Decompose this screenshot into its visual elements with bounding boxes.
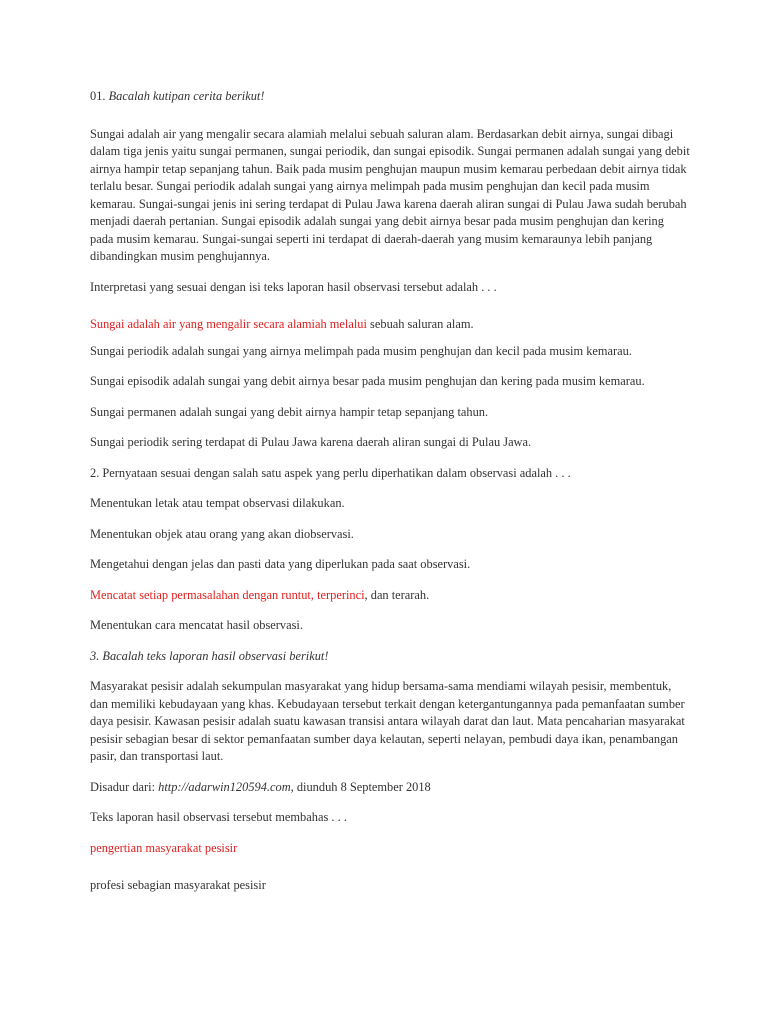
q3-instruction: Bacalah teks laporan hasil observasi berikut! <box>102 648 329 663</box>
q3-source <box>90 779 690 797</box>
q3-option-b: profesi sebagian masyarakat pesisir <box>90 878 266 892</box>
q2-option-b: Menentukan objek atau orang yang akan diobservasi. <box>90 526 354 541</box>
q1-passage: Sungai adalah air yang mengalir secara alamiah melalui sebuah saluran alam. Berdasarkan debit airnya, sungai dibagi dalam tiga jenis yaitu sungai permanen, sungai periodik, dan sungai episodik. Sungai permanen adalah sungai yang debit airnya hampir tetap sepanjang tahun. Baik pada musim penghujan maupun musim kemarau perbedaan debit airnya tidak terlalu besar. Sungai periodik adalah sungai yang airnya melimpah pada musim penghujan dan kecil pada musim kemarau. Sungai-sungai jenis ini sering terdapat di Pulau Jawa karena daerah aliran sungai di Pulau Jawa sudah berubah menjadi daerah pertanian. Sungai episodik adalah sungai yang debit airnya besar pada musim penghujan dan kering pada musim kemarau. Sungai-sungai seperti ini terdapat di daerah-daerah yang musim kemaraunya lebih panjang dibandingkan musim penghujannya. <box>90 126 690 263</box>
q1-option-c: Sungai episodik adalah sungai yang debit airnya besar pada musim penghujan dan kering pada musim kemarau. <box>90 374 645 388</box>
q3-passage: Masyarakat pesisir adalah sekumpulan masyarakat yang hidup bersama-sama mendiami wilayah pesisir, membentuk, dan memiliki kebudayaan yang khas. Kebudayaan tersebut terkait dengan ketergantungannya pada pemanfaatan sumber daya pesisir. Kawasan pesisir adalah suatu kawasan transisi antara wilayah darat dan laut. Mata pencaharian masyarakat pesisir sebagian besar di sektor pemanfaatan sumber daya kelautan, seperti nelayan, pembudi daya ikan, penambangan pasir, dan transportasi laut. <box>90 679 685 763</box>
document-page <box>90 88 690 895</box>
q3-source-suffix: , diunduh 8 September 2018 <box>290 779 431 794</box>
q2-option-d-highlight: Mencatat setiap permasalahan dengan runtut, terperinci <box>90 587 365 602</box>
q3-source-url: http://adarwin120594.com <box>158 779 291 794</box>
q3-heading <box>90 648 690 666</box>
q1-option-e: Sungai periodik sering terdapat di Pulau Jawa karena daerah aliran sungai di Pulau Jawa. <box>90 435 532 449</box>
q1-heading <box>90 88 690 106</box>
q3-question: Teks laporan hasil observasi tersebut membahas . . . <box>90 810 347 824</box>
q3-option-a: pengertian masyarakat pesisir <box>90 840 238 855</box>
q2-option-a: Menentukan letak atau tempat observasi dilakukan. <box>90 496 345 510</box>
q1-question: Interpretasi yang sesuai dengan isi teks laporan hasil observasi tersebut adalah . . . <box>90 279 497 294</box>
q1-option-a-highlight: Sungai adalah air yang mengalir secara alamiah melalui <box>90 317 367 331</box>
q1-option-d: Sungai permanen adalah sungai yang debit airnya hampir tetap sepanjang tahun. <box>90 404 489 419</box>
q3-source-prefix: Disadur dari: <box>90 779 159 794</box>
q1-number: 01. <box>90 89 106 103</box>
q2-option-d-rest: , dan terarah. <box>364 587 430 602</box>
q1-option-a-rest: sebuah saluran alam. <box>366 317 474 331</box>
q2-option-d <box>90 587 690 605</box>
q2-option-e: Menentukan cara mencatat hasil observasi. <box>90 618 303 632</box>
q1-instruction: Bacalah kutipan cerita berikut! <box>108 89 265 103</box>
q1-option-b: Sungai periodik adalah sungai yang airnya melimpah pada musim penghujan dan kecil pada musim kemarau. <box>90 343 632 358</box>
q2-question: 2. Pernyataan sesuai dengan salah satu aspek yang perlu diperhatikan dalam observasi adalah . . . <box>90 465 571 480</box>
q3-number: 3. <box>90 648 100 663</box>
q2-option-c: Mengetahui dengan jelas dan pasti data yang diperlukan pada saat observasi. <box>90 557 471 571</box>
q1-option-a <box>90 316 690 334</box>
